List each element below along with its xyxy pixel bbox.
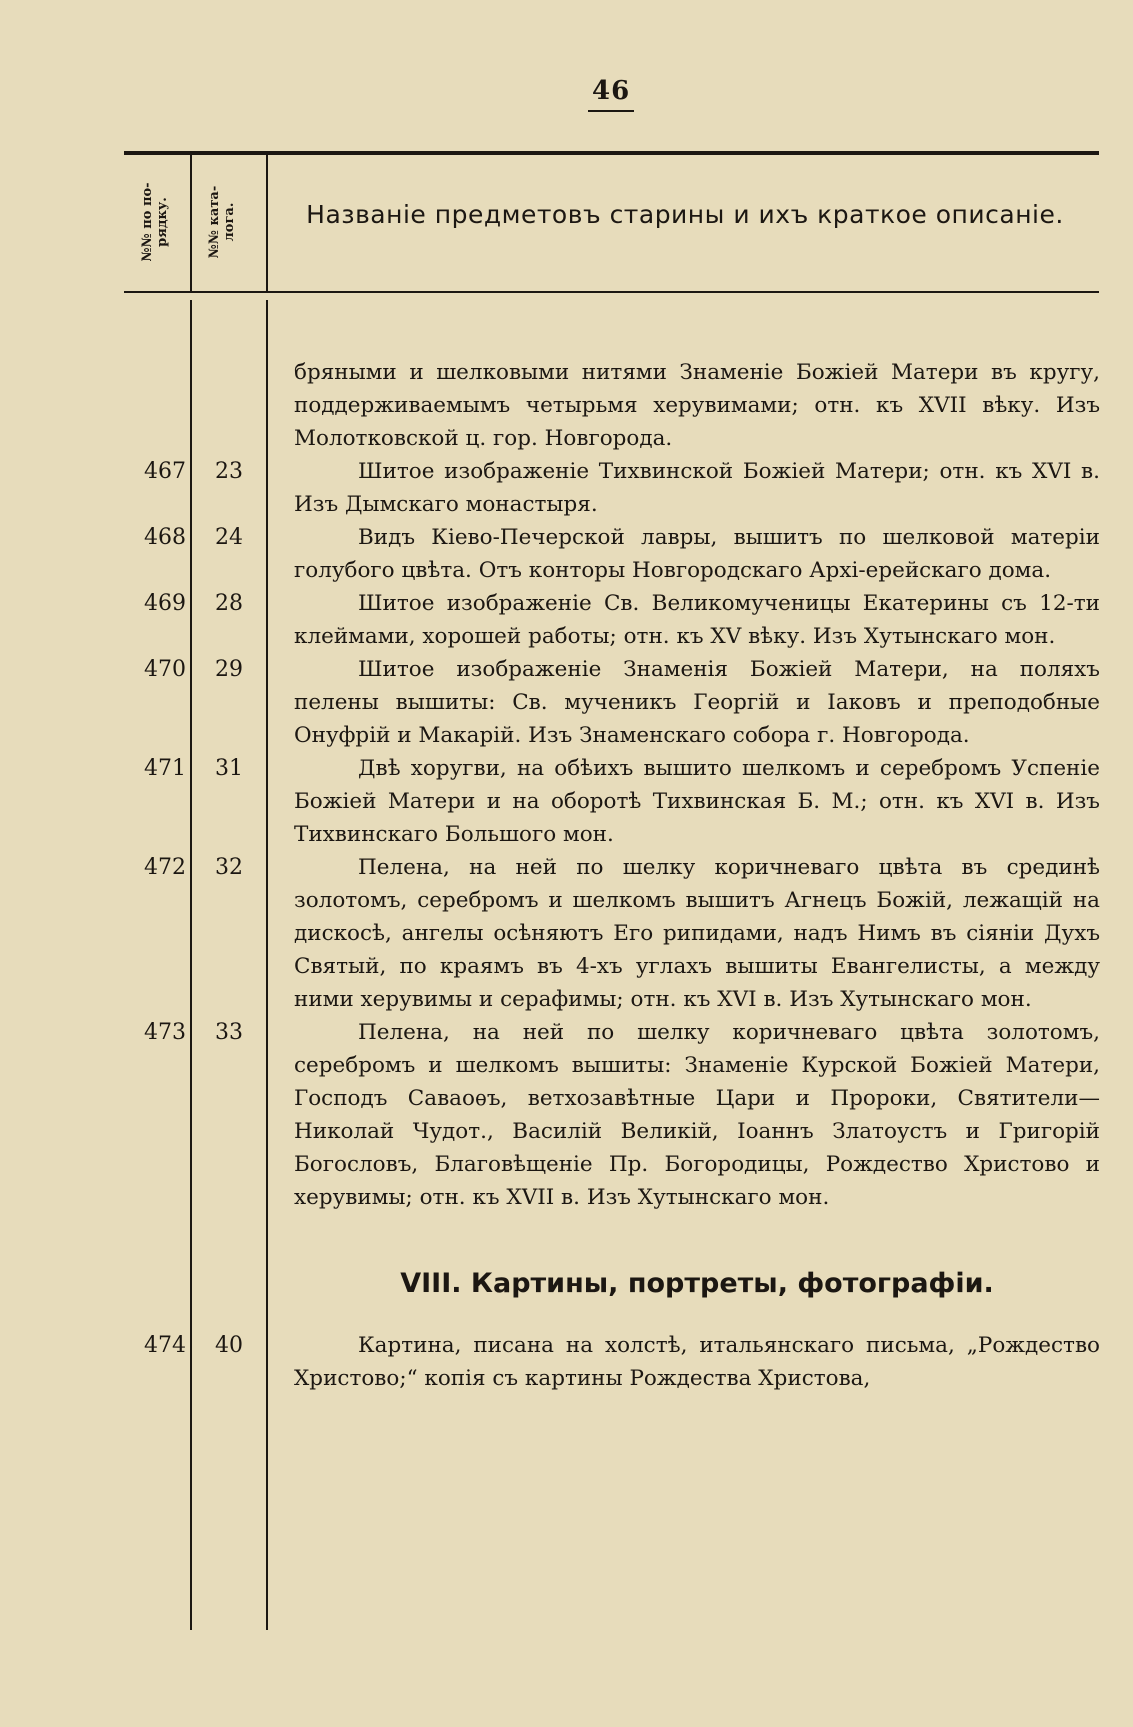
list-item [0, 521, 1133, 587]
item-description: бряными и шелковыми нитями Знаменіе Божіей Матери въ кругу, поддерживаемымъ четырьмя херувимами; отн. къ XVII вѣку. Изъ Молотковской ц. гор. Новгорода. [294, 360, 1100, 451]
catalog-number: 40 [215, 1333, 243, 1358]
catalog-number: 24 [215, 525, 243, 550]
list-item [0, 752, 1133, 851]
item-description: Видъ Кіево-Печерской лавры, вышитъ по шелковой матеріи голубого цвѣта. Отъ конторы Новгородскаго Архі-ерейскаго дома. [294, 525, 1100, 583]
list-item [0, 587, 1133, 653]
column-header-order-line1: №№ по по- [140, 182, 155, 262]
order-number: 473 [144, 1020, 186, 1045]
item-description: Шитое изображеніе Св. Великомученицы Екатерины съ 12-ти клеймами, хорошей работы; отн. къ XV вѣку. Изъ Хутынскаго мон. [294, 591, 1100, 649]
column-header-catalog-number [207, 162, 237, 282]
list-item [0, 1016, 1133, 1214]
item-description: Пелена, на ней по шелку коричневаго цвѣта въ срединѣ золотомъ, серебромъ и шелкомъ вышитъ Агнецъ Божій, лежащій на дискосѣ, ангелы осѣняютъ Его рипидами, надъ Нимъ въ сіяніи Духъ Святый, по краямъ въ 4-хъ углахъ вышиты Евангелисты, а между ними херувимы и серафимы; отн. къ XVI в. Изъ Хутынскаго мон. [294, 855, 1100, 1012]
table-top-rule [124, 151, 1099, 155]
item-description: Картина, писана на холстѣ, итальянскаго письма, „Рождество Христово;“ копія съ картины Рождества Христова, [294, 1333, 1100, 1391]
list-item [0, 455, 1133, 521]
catalog-number: 23 [215, 459, 243, 484]
order-number: 470 [144, 657, 186, 682]
column-header-order-number [140, 162, 170, 282]
catalog-number: 31 [215, 756, 243, 781]
item-description: Двѣ хоругви, на обѣихъ вышито шелкомъ и серебромъ Успеніе Божіей Матери и на оборотѣ Тихвинская Б. М.; отн. къ XVI в. Изъ Тихвинскаго Большого мон. [294, 756, 1100, 847]
page-number: 46 [588, 78, 634, 112]
catalog-number: 32 [215, 855, 243, 880]
column-header-catalog-line2: лога. [222, 202, 237, 242]
section-heading: VIII. Картины, портреты, фотографіи. [400, 1268, 994, 1299]
table-header-rule [124, 291, 1099, 293]
entries-list [0, 356, 1133, 1395]
column-header-order-line2: рядку. [155, 197, 170, 247]
catalog-number: 28 [215, 591, 243, 616]
item-description: Шитое изображеніе Знаменія Божіей Матери, на поляхъ пелены вышиты: Св. мученикъ Георгій и Іаковъ и преподобные Онуфрій и Макарій. Изъ Знаменскаго собора г. Новгорода. [294, 657, 1100, 748]
column-header-description: Названіе предметовъ старины и ихъ краткое описаніе. [306, 200, 1064, 229]
order-number: 471 [144, 756, 186, 781]
order-number: 467 [144, 459, 186, 484]
column-divider-2 [266, 153, 268, 293]
list-item [0, 851, 1133, 1016]
catalog-number: 33 [215, 1020, 243, 1045]
list-item [0, 1329, 1133, 1395]
order-number: 474 [144, 1333, 186, 1358]
column-header-catalog-line1: №№ ката- [207, 185, 222, 259]
item-description: Шитое изображеніе Тихвинской Божіей Матери; отн. къ XVI в. Изъ Дымскаго монастыря. [294, 459, 1100, 517]
order-number: 469 [144, 591, 186, 616]
column-divider-1 [190, 153, 192, 293]
order-number: 472 [144, 855, 186, 880]
list-item [0, 356, 1133, 455]
order-number: 468 [144, 525, 186, 550]
list-item [0, 653, 1133, 752]
item-description: Пелена, на ней по шелку коричневаго цвѣта золотомъ, серебромъ и шелкомъ вышиты: Знаменіе Курской Божіей Матери, Господъ Саваоѳъ, ветхозавѣтные Цари и Пророки, Святители—Николай Чудот., Василій Великій, Іоаннъ Златоустъ и Григорій Богословъ, Благовѣщеніе Пр. Богородицы, Рождество Христово и херувимы; отн. къ XVII в. Изъ Хутынскаго мон. [294, 1020, 1100, 1210]
catalog-number: 29 [215, 657, 243, 682]
